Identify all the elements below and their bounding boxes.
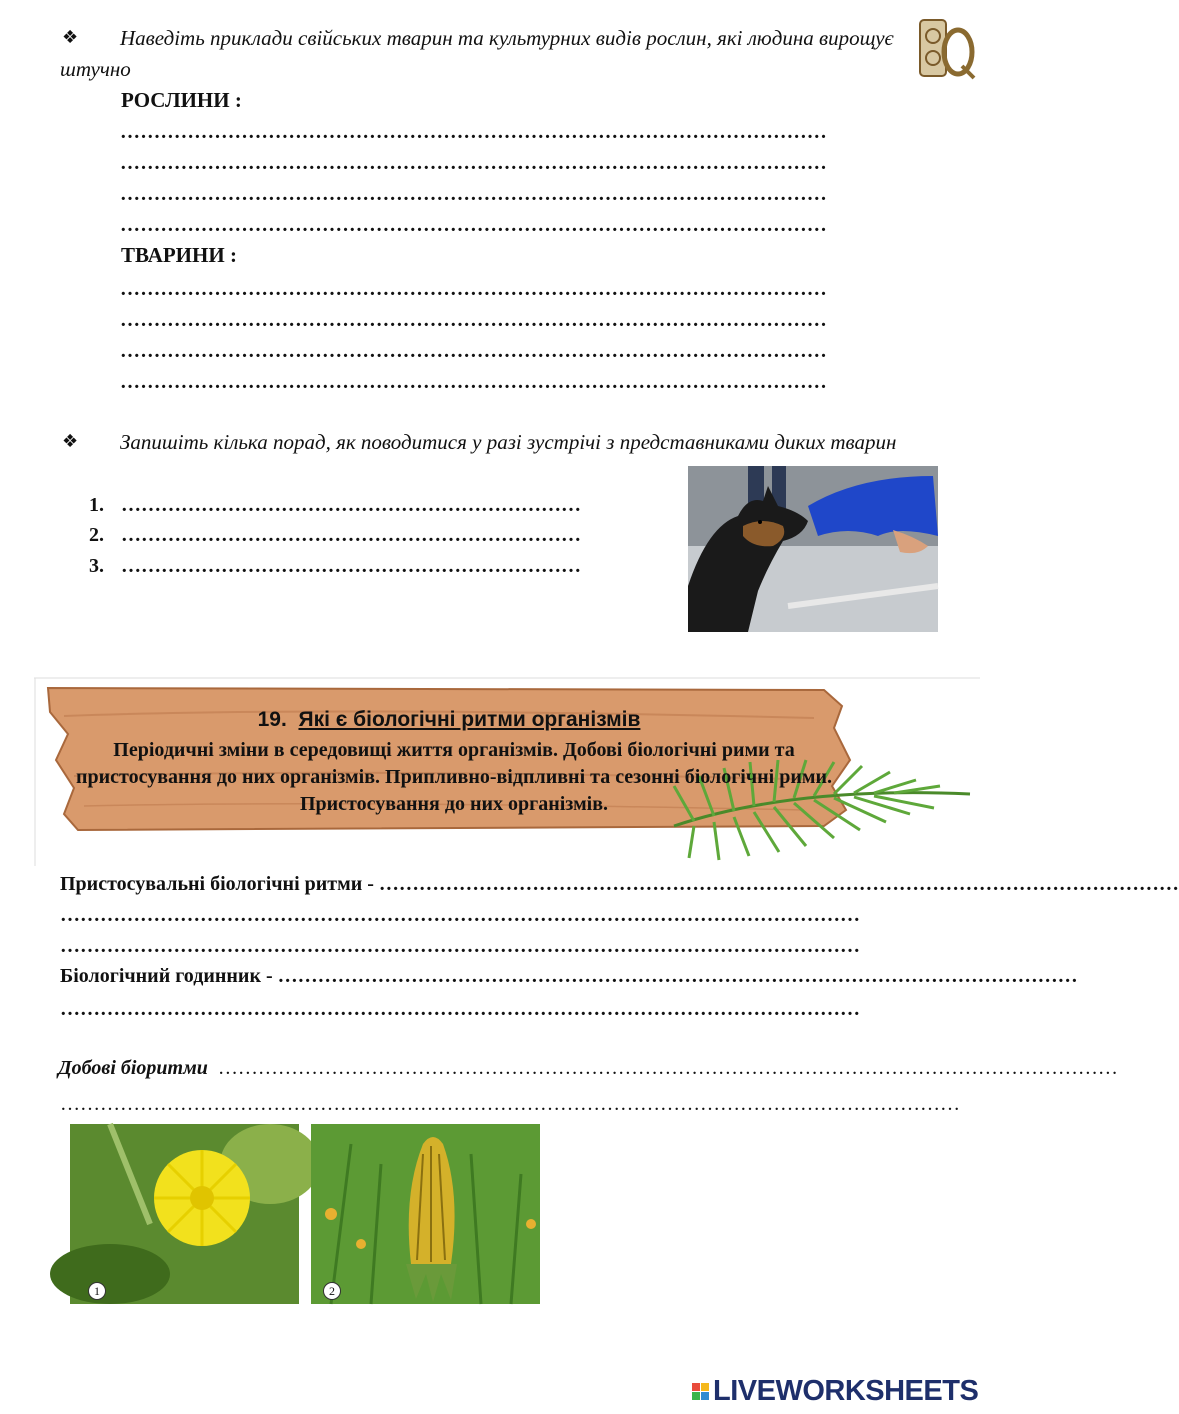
brand-badge-cell (692, 1383, 700, 1391)
dandelion-closed-photo (311, 1124, 540, 1304)
answer-line[interactable]: …………………………………………………………………………………………… (120, 152, 827, 174)
animals-heading: ТВАРИНИ : (121, 243, 237, 267)
answer-line[interactable]: …………………………………………………………………………………………… (120, 183, 827, 205)
advice-item (89, 524, 666, 547)
answer-line[interactable]: …………………………………………………………… (121, 494, 581, 516)
photo-number-badge: 2 (323, 1282, 341, 1300)
item-number: 1. (89, 494, 104, 516)
answer-line[interactable]: ……………………………………………………………………………………………………………………… (217, 1057, 1118, 1079)
answer-line[interactable]: …………………………………………………………………………………………… (120, 340, 827, 362)
ornament-logo (918, 14, 978, 80)
item-number: 3. (89, 555, 104, 577)
photo-number-badge: 1 (88, 1282, 106, 1300)
answer-line[interactable]: …………………………………………………………………………………………… (120, 214, 827, 236)
dandelion-open-photo (70, 1124, 299, 1304)
answer-line[interactable]: ………………………………………………………………………………………………………… (378, 873, 1179, 895)
brand-badge-cell (701, 1392, 709, 1400)
answer-line[interactable]: ………………………………………………………………………………………………………… (277, 965, 1078, 987)
dog-photo (688, 466, 938, 632)
answer-line[interactable]: ………………………………………………………………………………………………………… (60, 904, 860, 926)
answer-line[interactable]: ………………………………………………………………………………………………………… (60, 998, 860, 1020)
banner-body: Періодичні зміни в середовищі життя організмів. Добові біологічні рими та пристосування до них організмів. Припливно-відпливні та сезонні біологічні рими. Пристосування до них організмів. (75, 739, 833, 815)
lesson-number: 19. (257, 708, 287, 731)
daily-biorhythms-row (58, 1057, 1118, 1080)
answer-line[interactable]: …………………………………………………………………………………………… (120, 309, 827, 331)
advice-item (89, 555, 666, 578)
brand-badge-cell (692, 1392, 700, 1400)
answer-line[interactable]: ………………………………………………………………………………………………………… (60, 935, 860, 957)
bullet-diamond-2: ❖ (62, 431, 79, 452)
answer-line[interactable]: …………………………………………………………………………………………… (120, 278, 827, 300)
answer-line[interactable]: …………………………………………………………… (121, 524, 581, 546)
daily-biorhythms-label: Добові біоритми (58, 1057, 208, 1079)
liveworksheets-logo (692, 1374, 978, 1408)
item-number: 2. (89, 524, 104, 546)
answer-line[interactable]: …………………………………………………………………………………………… (120, 371, 827, 393)
brand-badge-cell (701, 1383, 709, 1391)
section-banner (34, 676, 980, 866)
lesson-title: Які є біологічні ритми організмів (298, 708, 641, 731)
banner-title (34, 708, 864, 732)
answer-line[interactable]: ……………………………………………………………………………………………………………………… (60, 1093, 960, 1115)
question-prompt-1: Наведіть приклади свійських тварин та культурних видів рослин, які людина вирощує штучно (60, 26, 894, 81)
brand-name: LIVEWORKSHEETS (713, 1374, 979, 1407)
adaptive-rhythms-label: Пристосувальні біологічні ритми - (60, 873, 379, 895)
plants-heading: РОСЛИНИ : (121, 88, 242, 112)
advice-item (89, 494, 666, 517)
biological-clock-label: Біологічний годинник - (60, 965, 278, 987)
brand-badge (692, 1383, 709, 1400)
answer-line[interactable]: …………………………………………………………… (121, 555, 581, 577)
biological-clock-row (60, 965, 1078, 988)
adaptive-rhythms-row (60, 873, 1179, 896)
bullet-diamond-1: ❖ (62, 27, 79, 48)
answer-line[interactable]: …………………………………………………………………………………………… (120, 121, 827, 143)
question-prompt-2: Запишіть кілька порад, як поводитися у разі зустрічі з представниками диких тварин (120, 430, 897, 454)
